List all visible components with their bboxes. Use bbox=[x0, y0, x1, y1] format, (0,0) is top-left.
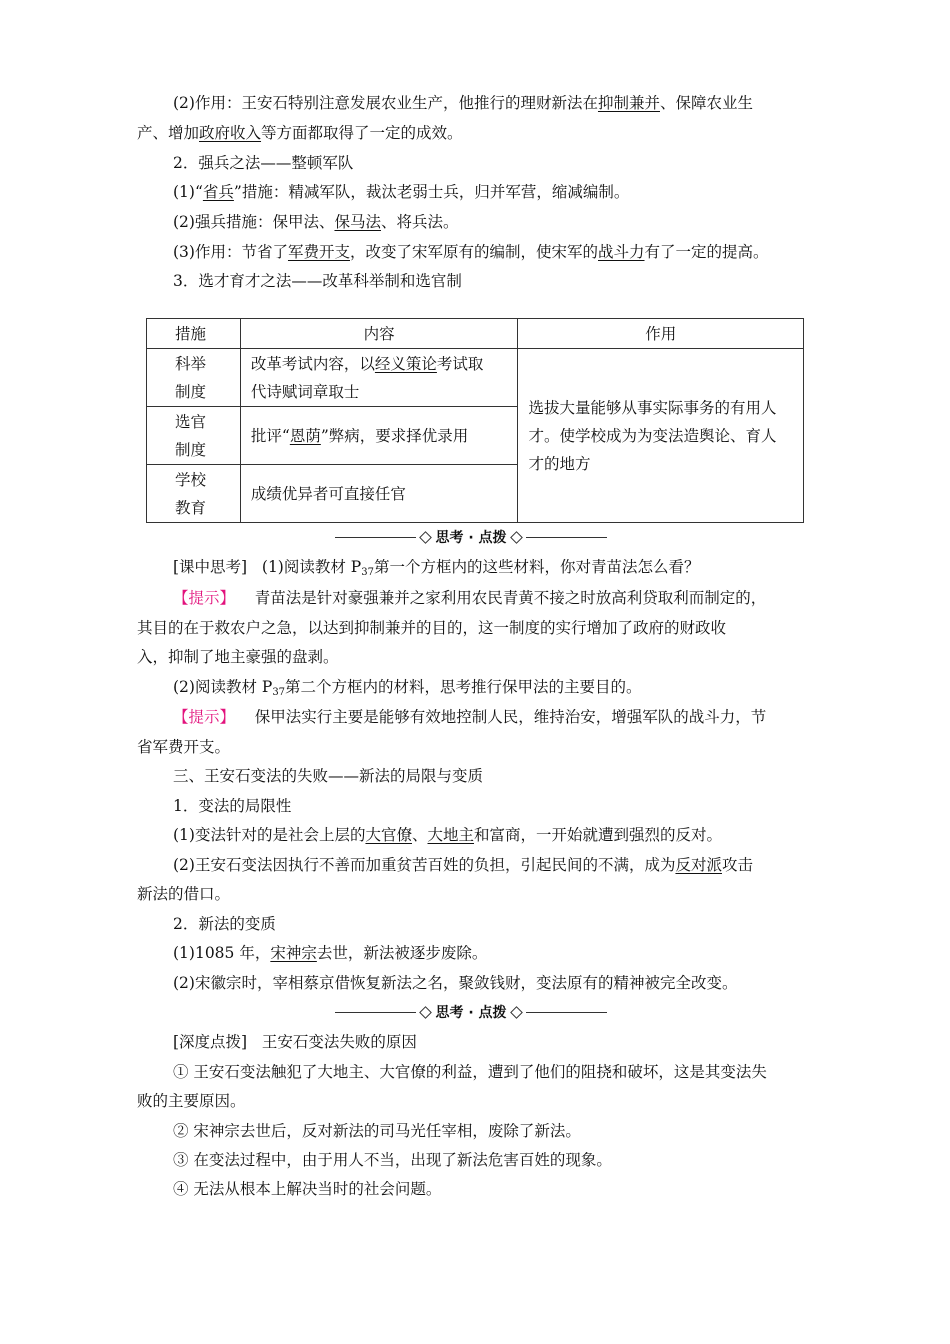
underlined-term: 大地主 bbox=[427, 826, 475, 844]
measure-cell: 学校 教育 bbox=[147, 465, 241, 523]
part-3-item-3: (1)1085 年，宋神宗去世，新法被逐步废除。 bbox=[173, 944, 488, 962]
section-2-title: 2．强兵之法——整顿军队 bbox=[173, 154, 354, 172]
header-cell: 内容 bbox=[240, 319, 518, 349]
underlined-term: 战斗力 bbox=[598, 243, 645, 261]
content-cell: 改革考试内容，以经义策论考试取 代诗赋词章取士 bbox=[240, 349, 518, 407]
answer-1-line-2: 其目的在于救农户之急，以达到抑制兼并的目的，这一制度的实行增加了政府的财政收 bbox=[137, 619, 727, 637]
section-3-title: 3．选才育才之法——改革科举制和选官制 bbox=[173, 272, 462, 290]
divider-rule bbox=[335, 1012, 416, 1013]
header-cell: 作用 bbox=[518, 319, 804, 349]
measure-cell: 科举 制度 bbox=[147, 349, 241, 407]
underlined-term: 军费开支 bbox=[287, 243, 350, 261]
reason-4: ④ 无法从根本上解决当时的社会问题。 bbox=[173, 1180, 442, 1198]
divider-rule bbox=[526, 537, 607, 538]
hint-label: 【提示】 bbox=[173, 708, 236, 726]
divider-label: 思考 · 点拨 bbox=[435, 1005, 507, 1021]
underlined-term: 经义策论 bbox=[374, 354, 437, 373]
underlined-term: 宋神宗 bbox=[270, 944, 317, 962]
divider-rule bbox=[526, 1012, 607, 1013]
part-3-item-1: (1)变法针对的是社会上层的大官僚、大地主和富商，一开始就遭到强烈的反对。 bbox=[173, 826, 723, 844]
reason-3: ③ 在变法过程中，由于用人不当，出现了新法危害百姓的现象。 bbox=[173, 1151, 612, 1169]
measure-cell: 选官 制度 bbox=[147, 407, 241, 465]
think-tag: [课中思考] bbox=[173, 558, 248, 576]
effect-cell: 选拔大量能够从事实际事务的有用人 才。使学校成为为变法造舆论、育人 才的地方 bbox=[518, 349, 804, 523]
underlined-term: 抑制兼并 bbox=[597, 94, 660, 112]
part-3-title: 三、王安石变法的失败——新法的局限与变质 bbox=[173, 767, 484, 785]
divider-label: 思考 · 点拨 bbox=[435, 530, 507, 546]
reason-1-line-1: ① 王安石变法触犯了大地主、大官僚的利益，遭到了他们的阻挠和破坏，这是其变法失 bbox=[173, 1063, 767, 1081]
content-cell: 批评“恩荫”弊病，要求择优录用 bbox=[240, 407, 518, 465]
content-cell: 成绩优异者可直接任官 bbox=[240, 465, 518, 523]
underlined-term: 政府收入 bbox=[199, 124, 262, 142]
section-2-item-2: (2)强兵措施：保甲法、保马法、将兵法。 bbox=[173, 213, 459, 231]
header-cell: 措施 bbox=[147, 319, 241, 349]
deep-analysis-heading: [深度点拨] 王安石变法失败的原因 bbox=[173, 1033, 417, 1051]
think-question-2: (2)阅读教材 $P_{37}$第二个方框内的材料，思考推行保甲法的主要目的。 bbox=[173, 678, 642, 698]
underlined-term: 大官僚 bbox=[365, 826, 412, 844]
part-3-item-2: (2)王安石变法因执行不善而加重贫苦百姓的负担，引起民间的不满，成为反对派攻击 bbox=[173, 856, 753, 874]
answer-2-line-2: 省军费开支。 bbox=[137, 738, 231, 756]
diamond-icon bbox=[420, 1006, 433, 1019]
hint-label: 【提示】 bbox=[173, 589, 236, 607]
part-3-item-2-cont: 新法的借口。 bbox=[137, 885, 231, 903]
part-3-subtitle-2: 2．新法的变质 bbox=[173, 915, 276, 933]
reform-table bbox=[146, 318, 804, 523]
effect-paragraph-line-2: 产、增加政府收入等方面都取得了一定的成效。 bbox=[137, 124, 463, 142]
section-divider bbox=[335, 1001, 607, 1023]
underlined-term: 反对派 bbox=[675, 856, 722, 874]
table-header-row bbox=[147, 319, 804, 349]
think-question-1: [课中思考] (1)阅读教材 $P_{37}$第一个方框内的这些材料，你对青苗法怎么看？ bbox=[173, 558, 700, 578]
reason-2: ② 宋神宗去世后，反对新法的司马光任宰相，废除了新法。 bbox=[173, 1122, 581, 1140]
underlined-term: 省兵 bbox=[202, 183, 234, 201]
underlined-term: 恩荫 bbox=[289, 426, 321, 445]
answer-1-line-1: 【提示】 青苗法是针对豪强兼并之家利用农民青黄不接之时放高利贷取利而制定的， bbox=[173, 589, 767, 607]
part-3-subtitle-1: 1．变法的局限性 bbox=[173, 797, 292, 815]
diamond-icon bbox=[420, 531, 433, 544]
reason-1-line-2: 败的主要原因。 bbox=[137, 1092, 246, 1110]
section-2-item-1: (1)“省兵”措施：精减军队，裁汰老弱士兵，归并军营，缩减编制。 bbox=[173, 183, 630, 201]
answer-1-line-3: 入，抑制了地主豪强的盘剥。 bbox=[137, 648, 339, 666]
answer-2-line-1: 【提示】 保甲法实行主要是能够有效地控制人民，维持治安，增强军队的战斗力，节 bbox=[173, 708, 767, 726]
divider-rule bbox=[335, 537, 416, 538]
diamond-icon bbox=[510, 1006, 523, 1019]
deep-tag: [深度点拨] bbox=[173, 1033, 248, 1051]
section-2-item-3: (3)作用：节省了军费开支，改变了宋军原有的编制，使宋军的战斗力有了一定的提高。 bbox=[173, 243, 769, 261]
part-3-item-4: (2)宋徽宗时，宰相蔡京借恢复新法之名，聚敛钱财，变法原有的精神被完全改变。 bbox=[173, 974, 738, 992]
effect-paragraph-line-1: (2)作用：王安石特别注意发展农业生产，他推行的理财新法在抑制兼并、保障农业生 bbox=[173, 94, 753, 112]
section-divider bbox=[335, 526, 607, 548]
table-row bbox=[147, 349, 804, 407]
diamond-icon bbox=[510, 531, 523, 544]
underlined-term: 保马法 bbox=[334, 213, 381, 231]
